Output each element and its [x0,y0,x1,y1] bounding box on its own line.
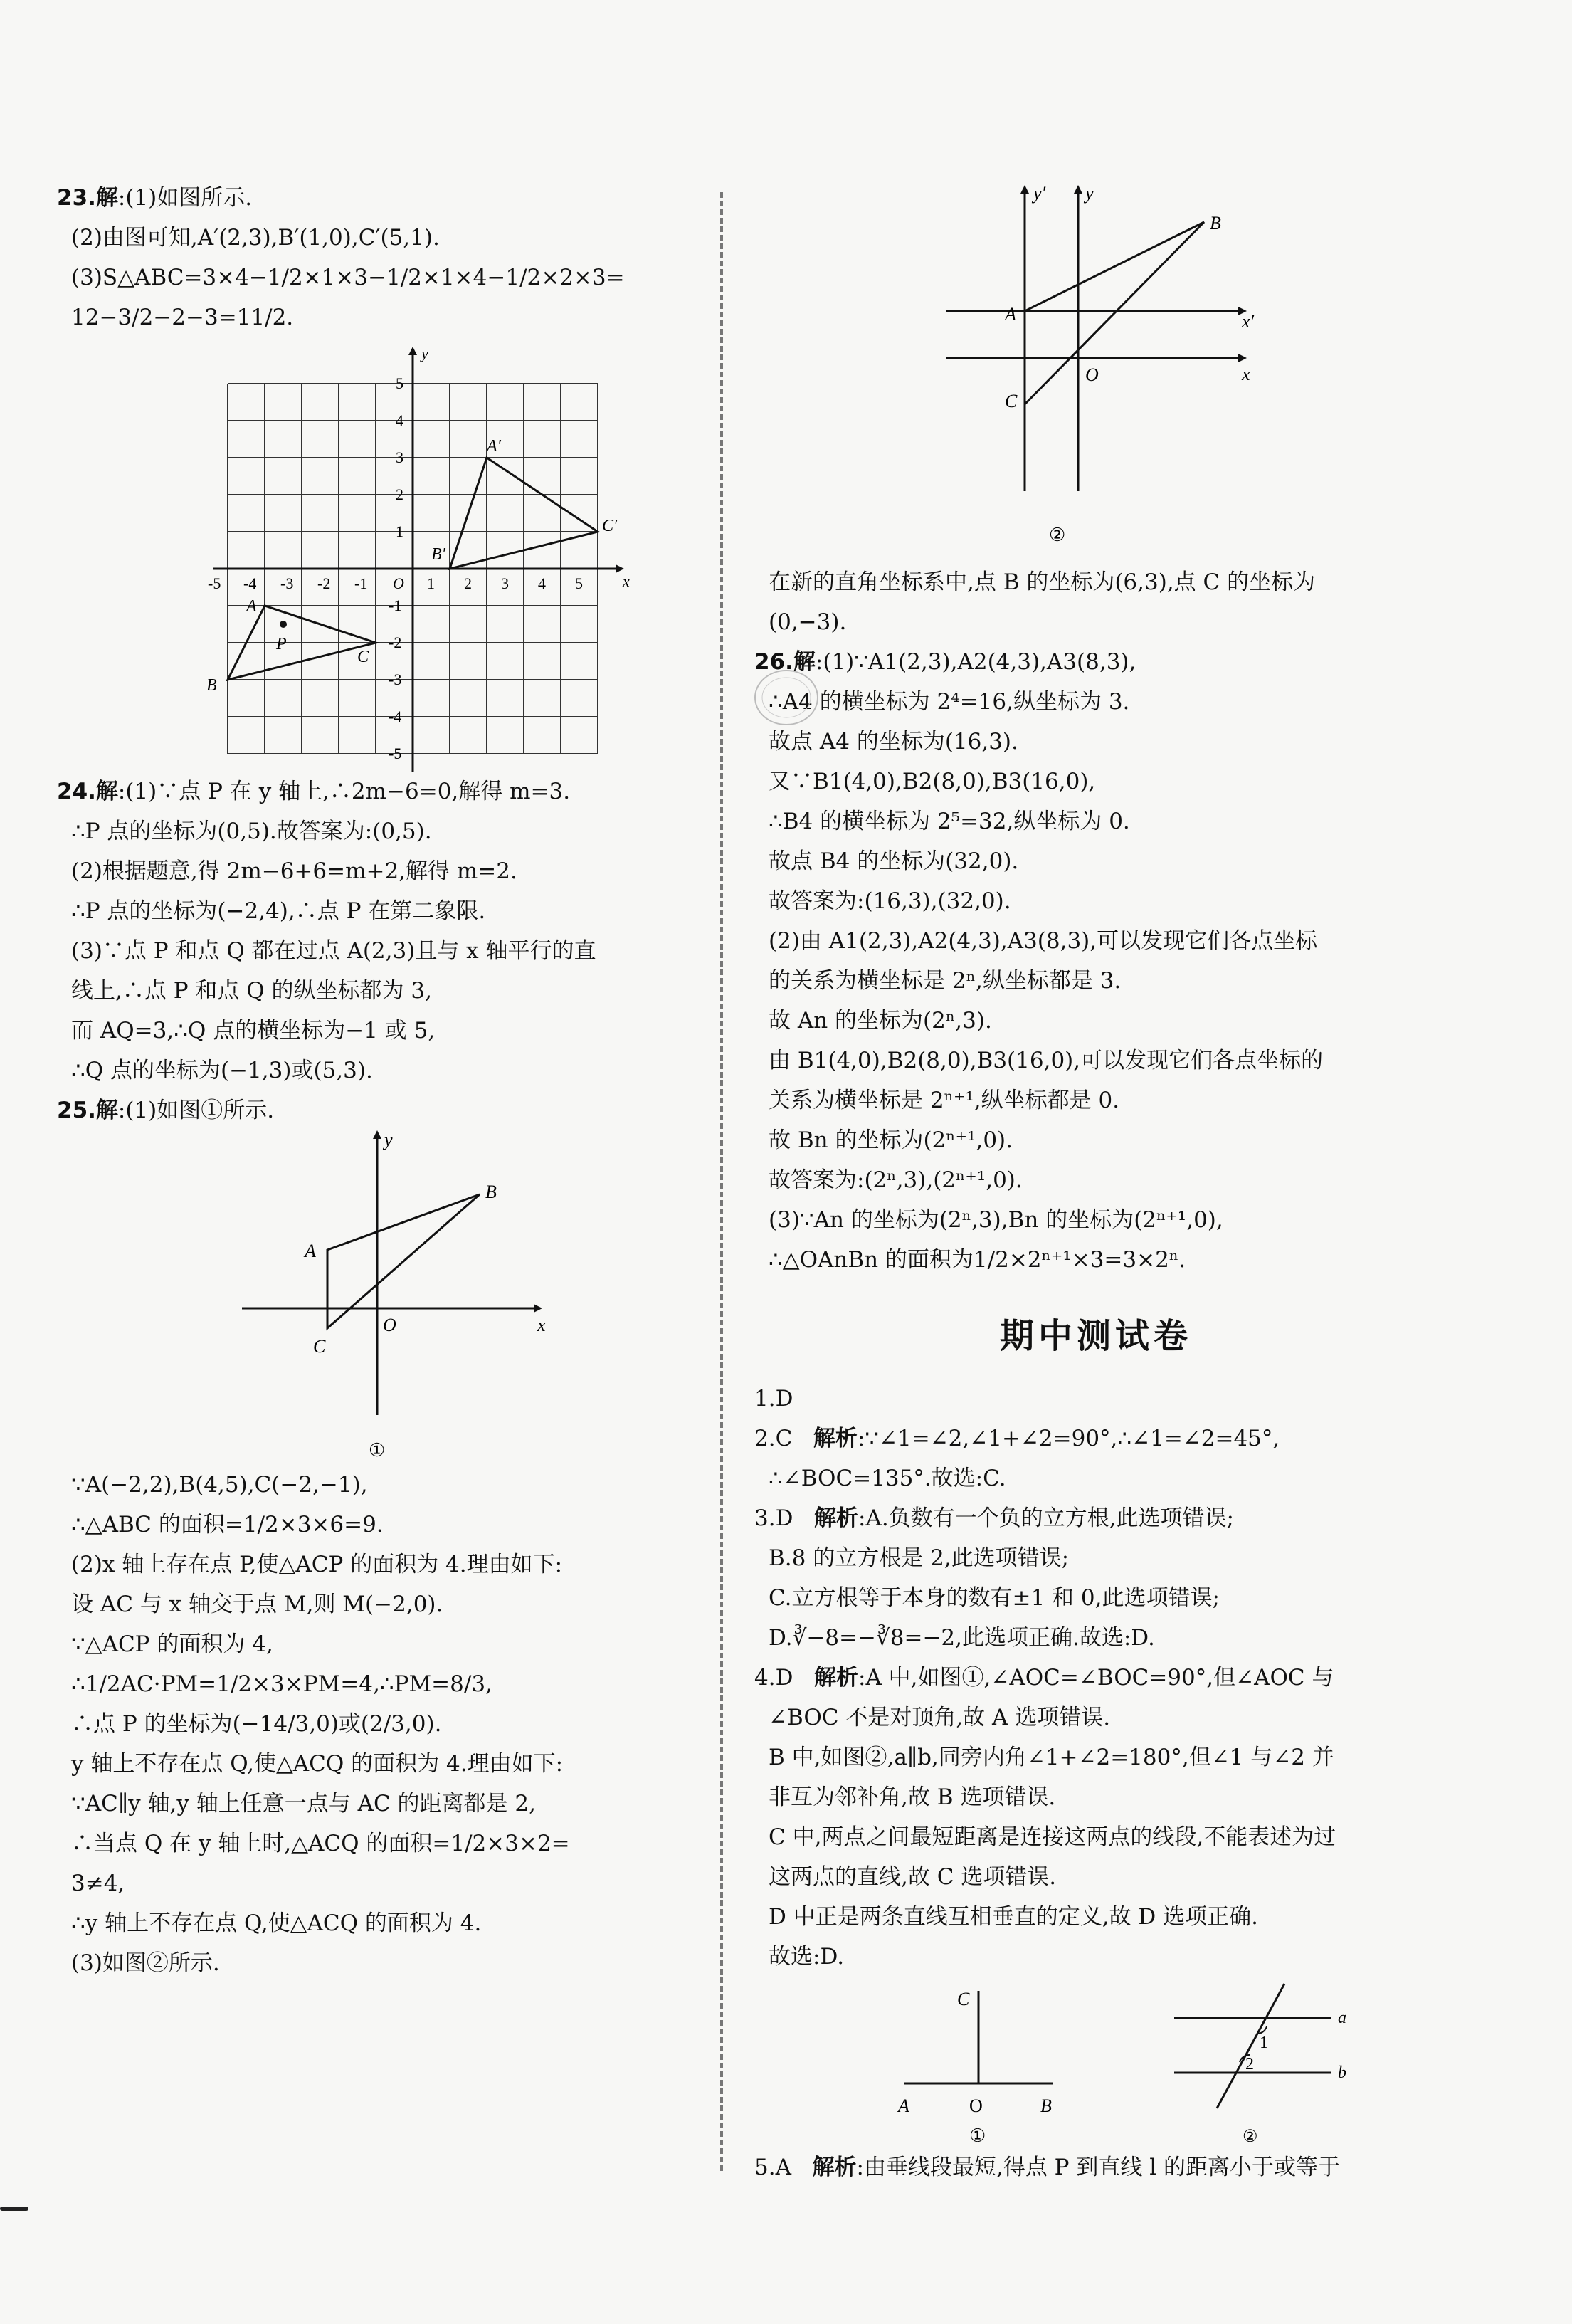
small-fig1-c: C [957,1989,970,2009]
q24-line2: ∴P 点的坐标为(0,5).故答案为:(0,5). [71,819,432,844]
q26-label: 解 [793,649,816,675]
q24-text: :(1)∵点 P 在 y 轴上,∴2m−6=0,解得 m=3. [117,779,571,804]
right-column [754,178,1438,2187]
svg-text:C′: C′ [602,517,618,535]
fig2-label-y-prime: y′ [1033,183,1046,204]
svg-text:4: 4 [396,411,403,429]
answer-2-line1: 2.C 解析:∵∠1=∠2,∠1+∠2=90°,∴∠1=∠2=45°, [754,1426,1280,1451]
q24-line3: (2)根据题意,得 2m−6+6=m+2,解得 m=2. [71,858,517,884]
svg-text:4: 4 [538,574,546,592]
fig2-label-b: B [1210,213,1221,233]
q25-line1 [57,1090,697,1130]
q25-label: 解 [95,1098,118,1123]
svg-text:-1: -1 [354,574,368,592]
q25-line2: ∵A(−2,2),B(4,5),C(−2,−1), [71,1472,368,1498]
q25-line9: y 轴上不存在点 Q,使△ACQ 的面积为 4.理由如下: [71,1751,564,1777]
answer-1: 1.D [754,1386,793,1411]
svg-text:C: C [357,648,369,666]
q25-line8: ∴点 P 的坐标为(−14/3,0)或(2/3,0). [71,1711,442,1737]
q25-line12: 3≠4, [71,1871,125,1896]
svg-text:-4: -4 [243,574,257,592]
q26-line14: 故答案为:(2ⁿ,3),(2ⁿ⁺¹,0). [769,1167,1023,1193]
q26-line10: 故 An 的坐标为(2ⁿ,3). [769,1008,992,1034]
fig2-label-a: A [1005,304,1016,325]
svg-text:-3: -3 [389,671,402,688]
svg-text:B′: B′ [431,545,445,564]
q26-line2: ∴A4 的横坐标为 2⁴=16,纵坐标为 3. [769,689,1130,715]
axes [213,355,616,772]
answer-4-line7: D 中正是两条直线互相垂直的定义,故 D 选项正确. [769,1904,1258,1930]
fig1-label-y: y [384,1130,393,1150]
fig2-label-c: C [1005,391,1018,411]
q25-line7: ∴1/2AC·PM=1/2×3×PM=4,∴PM=8/3, [71,1671,492,1697]
svg-text:-3: -3 [280,574,294,592]
q26-line3: 故点 A4 的坐标为(16,3). [769,729,1018,754]
svg-text:-5: -5 [389,745,402,762]
fig2-label-x-prime: x′ [1242,311,1255,332]
q25-line10: ∵AC∥y 轴,y 轴上任意一点与 AC 的距离都是 2, [71,1791,536,1816]
svg-text:-2: -2 [389,633,402,651]
angle-figures [890,1977,1430,2147]
q23-line4: 12−3/2−2−3=11/2. [71,305,294,330]
q24-number: 24. [57,779,96,804]
q24-line4: ∴P 点的坐标为(−2,4),∴点 P 在第二象限. [71,898,486,924]
q26-line16: ∴△OAnBn 的面积为1/2×2ⁿ⁺¹×3=3×2ⁿ. [769,1247,1186,1273]
q24-line6: 线上,∴点 P 和点 Q 的纵坐标都为 3, [71,978,432,1004]
fig1-label-b: B [485,1182,497,1202]
svg-text:A: A [246,597,257,616]
answer-4-line5: C 中,两点之间最短距离是连接这两点的线段,不能表述为过 [769,1824,1336,1850]
left-column [57,178,697,1983]
figure-1 [235,1130,576,1465]
x-axis-label: x [623,572,630,590]
svg-text:-4: -4 [389,708,402,725]
y-axis-label: y [421,345,428,362]
q25-line3: ∴△ABC 的面积=1/2×3×6=9. [71,1512,384,1537]
answer-3-line2: B.8 的立方根是 2,此选项错误; [769,1545,1070,1571]
svg-text:3: 3 [396,448,403,466]
q26-number: 26. [754,649,793,675]
page-edge-mark [0,2207,28,2211]
q25-line14: (3)如图②所示. [71,1950,220,1976]
q25-cont-line2: (0,−3). [769,609,847,635]
answer-4-line1: 4.D 解析:A 中,如图①,∠AOC=∠BOC=90°,但∠AOC 与 [754,1665,1334,1691]
point-p [280,621,287,628]
q26-line6: 故点 B4 的坐标为(32,0). [769,848,1019,874]
coordinate-grid-figure [199,345,655,772]
small-fig2-angle1: 1 [1260,2034,1268,2052]
svg-text:A′: A′ [487,437,501,456]
q24-line8: ∴Q 点的坐标为(−1,3)或(5,3). [71,1058,373,1083]
q26-line7: 故答案为:(16,3),(32,0). [769,888,1011,914]
answer-3-line1: 3.D 解析:A.负数有一个负的立方根,此选项错误; [754,1505,1234,1531]
q26-line15: (3)∵An 的坐标为(2ⁿ,3),Bn 的坐标为(2ⁿ⁺¹,0), [769,1207,1223,1233]
answer-3-line4: D.∛−8=−∛8=−2,此选项正确.故选:D. [769,1625,1155,1651]
small-fig1-caption: ① [969,2125,986,2146]
svg-text:2: 2 [464,574,472,592]
answer-4-line2: ∠BOC 不是对顶角,故 A 选项错误. [769,1705,1111,1730]
q26-line11: 由 B1(4,0),B2(8,0),B3(16,0),可以发现它们各点坐标的 [769,1048,1324,1073]
svg-text:B: B [206,676,217,695]
svg-text:-2: -2 [317,574,331,592]
svg-text:1: 1 [427,574,435,592]
fig2-label-x: x [1242,364,1250,384]
fig2-label-o: O [1085,364,1099,385]
small-fig2-caption: ② [1243,2128,1258,2146]
column-divider [720,192,723,2171]
q23-text: :(1)如图所示. [117,185,253,211]
q24-line5: (3)∵点 P 和点 Q 都在过点 A(2,3)且与 x 轴平行的直 [71,938,596,964]
q25-line6: ∵△ACP 的面积为 4, [71,1631,273,1657]
q24-label: 解 [95,779,118,804]
small-fig2-a: a [1338,2009,1346,2027]
answer-4-line6: 这两点的直线,故 C 选项错误. [769,1864,1057,1890]
watermark-stamp-icon [751,666,822,730]
q26-line4: 又∵B1(4,0),B2(8,0),B3(16,0), [769,769,1096,794]
small-fig2-b: b [1338,2063,1346,2082]
q24-line7: 而 AQ=3,∴Q 点的横坐标为−1 或 5, [71,1018,436,1043]
q23-line2: (2)由图可知,A′(2,3),B′(1,0),C′(5,1). [71,225,440,251]
svg-text:1: 1 [396,522,403,540]
answer-3-line3: C.立方根等于本身的数有±1 和 0,此选项错误; [769,1585,1220,1611]
q25-line13: ∴y 轴上不存在点 Q,使△ACQ 的面积为 4. [71,1910,482,1936]
q25-line11: ∴当点 Q 在 y 轴上时,△ACQ 的面积=1/2×3×2= [71,1831,570,1856]
svg-text:2: 2 [396,485,403,503]
q24-line1 [57,772,697,811]
svg-text:-5: -5 [208,574,221,592]
q25-line5: 设 AC 与 x 轴交于点 M,则 M(−2,0). [71,1592,443,1617]
q26-line5: ∴B4 的横坐标为 2⁵=32,纵坐标为 0. [769,809,1130,834]
answer-5-line1: 5.A 解析:由垂线段最短,得点 P 到直线 l 的距离小于或等于 [754,2155,1341,2180]
q26-line9: 的关系为横坐标是 2ⁿ,纵坐标都是 3. [769,968,1122,994]
q25-text: :(1)如图①所示. [117,1098,275,1123]
fig1-label-a: A [305,1241,316,1261]
svg-text:5: 5 [575,574,583,592]
fig2-caption: ② [1049,525,1066,545]
answer-4-line4: 非互为邻补角,故 B 选项错误. [769,1784,1056,1810]
svg-text:O: O [393,574,404,592]
fig1-caption: ① [369,1440,386,1461]
q23-number: 23. [57,185,96,211]
q23-line1 [57,178,697,218]
section-title: 期中测试卷 [999,1316,1192,1356]
fig2-label-y: y [1085,183,1094,204]
small-fig1-a: A [898,2096,909,2116]
q26-line12: 关系为横坐标是 2ⁿ⁺¹,纵坐标都是 0. [769,1088,1120,1113]
q25-line4: (2)x 轴上存在点 P,使△ACP 的面积为 4.理由如下: [71,1552,563,1577]
svg-text:-1: -1 [389,596,402,614]
svg-text:5: 5 [396,374,403,392]
answer-4-line3: B 中,如图②,a∥b,同旁内角∠1+∠2=180°,但∠1 与∠2 并 [769,1745,1334,1770]
small-fig1-o: O [969,2096,983,2116]
fig1-label-c: C [313,1336,326,1357]
q26-line8: (2)由 A1(2,3),A2(4,3),A3(8,3),可以发现它们各点坐标 [769,928,1318,954]
svg-text:3: 3 [501,574,509,592]
fig1-label-o: O [383,1315,396,1335]
small-fig1-b: B [1040,2096,1052,2116]
fig1-label-x: x [537,1315,546,1335]
svg-text:P: P [276,635,287,653]
figure-2 [939,178,1309,548]
q26-line13: 故 Bn 的坐标为(2ⁿ⁺¹,0). [769,1127,1013,1153]
q26-line1 [754,642,1438,682]
q25-cont-line1: 在新的直角坐标系中,点 B 的坐标为(6,3),点 C 的坐标为 [769,569,1316,595]
figure2-triangle [1025,222,1204,404]
small-fig2-angle2: 2 [1245,2055,1254,2073]
q23-line3: (3)S△ABC=3×4−1/2×1×3−1/2×1×4−1/2×2×3= [71,265,625,290]
q26-text: :(1)∵A1(2,3),A2(4,3),A3(8,3), [815,649,1136,675]
answer-4-line8: 故选:D. [769,1944,845,1970]
answer-2-line2: ∴∠BOC=135°.故选:C. [769,1466,1006,1491]
q23-label: 解 [95,185,118,211]
q25-number: 25. [57,1098,96,1123]
